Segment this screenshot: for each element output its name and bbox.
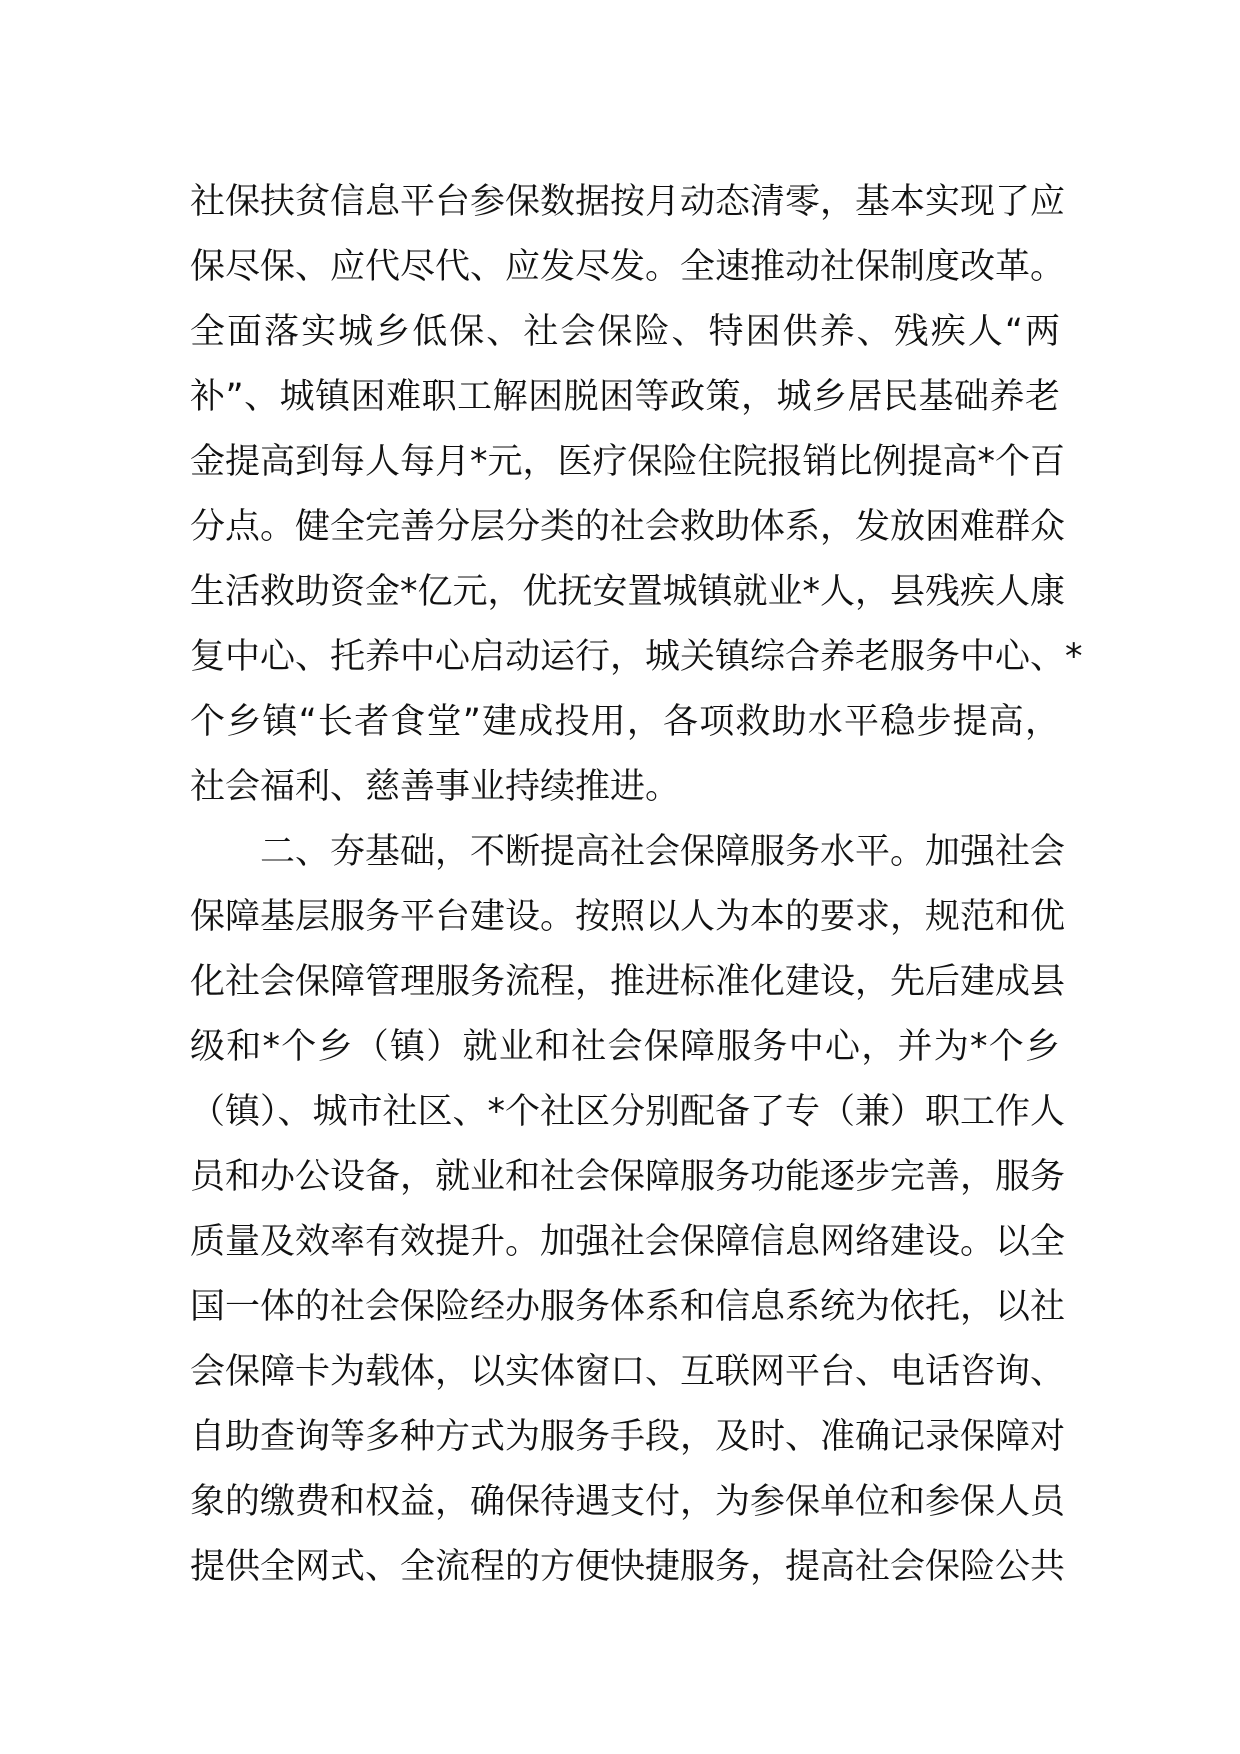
- text-line: 员和办公设备，就业和社会保障服务功能逐步完善，服务: [190, 1157, 1066, 1197]
- paragraph-end-line: 社会福利、慈善事业持续推进。: [190, 767, 681, 807]
- text-line: 保尽保、应代尽代、应发尽发。全速推动社保制度改革。: [190, 247, 1066, 287]
- text-line: 金提高到每人每月*元，医疗保险住院报销比例提高*个百: [190, 442, 1066, 482]
- text-line: （镇）、城市社区、*个社区分别配备了专（兼）职工作人: [190, 1092, 1066, 1132]
- text-line: 复中心、托养中心启动运行，城关镇综合养老服务中心、*: [190, 637, 1083, 677]
- text-line: 级和*个乡（镇）就业和社会保障服务中心，并为*个乡: [190, 1027, 1060, 1067]
- text-line: 生活救助资金*亿元，优抚安置城镇就业*人，县残疾人康: [190, 572, 1066, 612]
- text-line: 补”、城镇困难职工解困脱困等政策，城乡居民基础养老: [190, 377, 1060, 417]
- section-heading-line: 二、夯基础，不断提高社会保障服务水平。加强社会: [190, 832, 1066, 872]
- text-line: 会保障卡为载体，以实体窗口、互联网平台、电话咨询、: [190, 1352, 1066, 1392]
- text-line: 质量及效率有效提升。加强社会保障信息网络建设。以全: [190, 1222, 1066, 1262]
- text-line: 个乡镇“长者食堂”建成投用，各项救助水平稳步提高，: [190, 702, 1060, 742]
- text-line: 保障基层服务平台建设。按照以人为本的要求，规范和优: [190, 897, 1066, 937]
- body-text: [190, 170, 1083, 1600]
- text-line: 提供全网式、全流程的方便快捷服务，提高社会保险公共: [190, 1547, 1066, 1587]
- text-line: 分点。健全完善分层分类的社会救助体系，发放困难群众: [190, 507, 1066, 547]
- text-line: 全面落实城乡低保、社会保险、特困供养、残疾人“两: [190, 312, 1060, 352]
- text-line: 化社会保障管理服务流程，推进标准化建设，先后建成县: [190, 962, 1066, 1002]
- text-line: 自助查询等多种方式为服务手段，及时、准确记录保障对: [190, 1417, 1066, 1457]
- text-line: 象的缴费和权益，确保待遇支付，为参保单位和参保人员: [190, 1482, 1066, 1522]
- text-line: 国一体的社会保险经办服务体系和信息系统为依托，以社: [190, 1287, 1066, 1327]
- text-line: 社保扶贫信息平台参保数据按月动态清零，基本实现了应: [190, 182, 1066, 222]
